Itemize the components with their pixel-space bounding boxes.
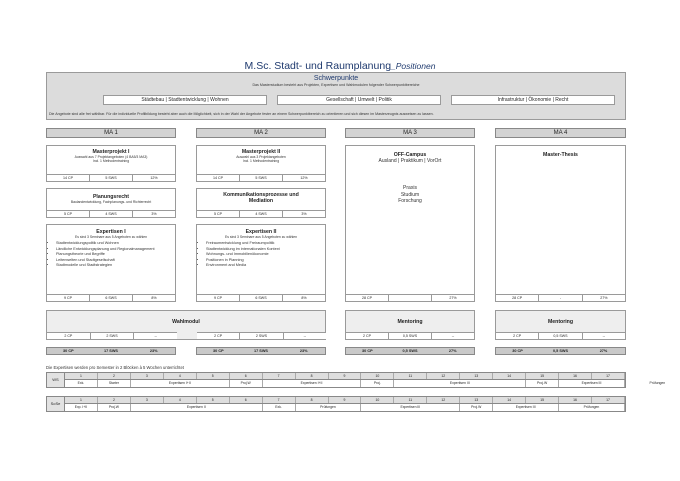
week-cell: 7 bbox=[263, 397, 296, 403]
expertisen-1-desc: Es sind 3 Seminare aus 5 Angeboten zu wählen bbox=[74, 235, 147, 239]
pct-cell: 23% bbox=[299, 349, 308, 353]
cp-cell: 5 CP bbox=[197, 211, 240, 217]
week-cell: 12 bbox=[427, 373, 460, 379]
timeline-block: Proj.W bbox=[98, 404, 131, 411]
sws-cell bbox=[389, 295, 432, 301]
timeline-sose-weeks bbox=[65, 397, 625, 404]
schwerpunkt-1: Städtebau | Stadtentwicklung | Wohnen bbox=[103, 95, 267, 105]
sws-cell: 0,5 SWS bbox=[539, 333, 582, 339]
schwerpunkte-items bbox=[103, 95, 615, 105]
off-campus-praxis: Praxis bbox=[403, 184, 417, 191]
planungsrecht-title: Planungsrecht bbox=[92, 194, 130, 200]
pct-cell: 3% bbox=[301, 212, 307, 216]
timeline-ws bbox=[46, 372, 666, 388]
sws-cell: 6 SWS bbox=[90, 295, 133, 301]
pct-cell: 27% bbox=[449, 296, 457, 300]
kommunikationsprozesse bbox=[196, 188, 326, 218]
week-cell: 10 bbox=[361, 373, 394, 379]
week-cell: 16 bbox=[559, 397, 592, 403]
total-ma4 bbox=[495, 347, 626, 355]
week-cell: 4 bbox=[164, 373, 197, 379]
cp-cell: 30 CP bbox=[213, 349, 224, 353]
list-item: • Planungstheorie und Begriffe bbox=[56, 252, 175, 257]
list-item: • Stadtmodelle und Stadtstrategien bbox=[56, 263, 175, 268]
week-cell: 9 bbox=[329, 373, 362, 379]
pct-cell: 8% bbox=[301, 296, 307, 300]
wahlmodul-title: Wahlmodul bbox=[172, 319, 200, 325]
expertisen-2-title: Expertisen II bbox=[245, 229, 277, 235]
pct-cell: -- bbox=[451, 334, 455, 338]
timeline-block: Proj.W bbox=[230, 380, 263, 387]
sws-cell: 0,5 SWS bbox=[402, 349, 418, 353]
title-suffix: _Positionen bbox=[391, 61, 436, 71]
masterprojekt-1-desc: Auswahl aus 7 Projektangeboten (4 BA5/3 MA3) bbox=[74, 155, 148, 159]
timeline-block: Exk. bbox=[65, 380, 98, 387]
planungsrecht-desc: Baulandentwicklung, Fachplanungs- und Richterrecht bbox=[70, 200, 152, 204]
week-cell: 16 bbox=[559, 373, 592, 379]
pct-cell: 23% bbox=[149, 349, 158, 353]
timeline-block: Expertisen III bbox=[559, 380, 625, 387]
masterprojekt-1 bbox=[46, 145, 176, 182]
week-cell: 14 bbox=[493, 373, 526, 379]
week-cell: 1 bbox=[65, 397, 98, 403]
week-cell: 13 bbox=[460, 373, 493, 379]
week-cell: 8 bbox=[296, 373, 329, 379]
sws-cell: 6 SWS bbox=[240, 295, 283, 301]
week-cell: 6 bbox=[230, 373, 263, 379]
timeline-block: Prüfungen bbox=[296, 404, 362, 411]
pct-cell: 3% bbox=[151, 212, 157, 216]
timeline-ws-label: WS bbox=[47, 373, 65, 387]
column-header-ma2: MA 2 bbox=[196, 128, 326, 138]
page-title bbox=[0, 60, 680, 72]
schwerpunkte-heading: Schwerpunkte bbox=[313, 75, 359, 82]
pct-cell: -- bbox=[602, 334, 606, 338]
expertisen-1 bbox=[46, 224, 176, 302]
pct-cell: 12% bbox=[150, 176, 158, 180]
schwerpunkte-note: Die Angebote sind alle frei wählbar. Für die individuelle Profilbildung besteht aber auch die Möglichkeit, sich in der Wahl der Angebote fester an einem Schwerpunktbereich zu orientieren und sich diesen im Masterzeugnis ausweisen zu lassen. bbox=[49, 112, 434, 116]
cp-cell: 28 CP bbox=[346, 295, 389, 301]
total-ma1 bbox=[46, 347, 176, 355]
planungsrecht bbox=[46, 188, 176, 218]
title-main: M.Sc. Stadt- und Raumplanung bbox=[244, 60, 392, 72]
week-cell: 9 bbox=[329, 397, 362, 403]
sws-cell: 4 SWS bbox=[90, 211, 133, 217]
mentoring-ma3-title: Mentoring bbox=[397, 319, 423, 325]
sws-cell: 5 SWS bbox=[240, 175, 283, 181]
expertisen-1-list bbox=[47, 241, 175, 268]
cp-cell: 2 CP bbox=[47, 333, 91, 339]
week-cell: 15 bbox=[526, 373, 559, 379]
wahlmodul bbox=[46, 310, 326, 340]
timeline-block: Prüfungen bbox=[559, 404, 625, 411]
cp-cell: 14 CP bbox=[197, 175, 240, 181]
week-cell: 15 bbox=[526, 397, 559, 403]
timeline-block: Expertisen III bbox=[361, 404, 460, 411]
masterprojekt-1-method: Incl. 1 Methodentraining bbox=[92, 159, 130, 164]
week-cell: 10 bbox=[361, 397, 394, 403]
off-campus-studium: Studium bbox=[400, 191, 420, 198]
list-item: • Wohnungs- und Immobilienökonomie bbox=[206, 252, 325, 257]
schwerpunkte-panel bbox=[46, 72, 626, 120]
list-item: • Stadtentwicklung im internationalen Kontext bbox=[206, 247, 325, 252]
pct-cell: -- bbox=[154, 334, 157, 338]
cp-cell: 2 CP bbox=[197, 333, 240, 339]
expertisen-1-title: Expertisen I bbox=[96, 229, 126, 235]
masterprojekt-2-desc: Auswahl aus 3 Projektangeboten bbox=[236, 155, 286, 159]
list-item: • Ländliche Entwicklungsplanung und Regionalmanagement bbox=[56, 247, 175, 252]
week-cell: 11 bbox=[394, 373, 427, 379]
pct-cell: 8% bbox=[151, 296, 157, 300]
mentoring-ma4 bbox=[495, 310, 626, 340]
cp-cell: 9 CP bbox=[197, 295, 240, 301]
week-cell: 8 bbox=[296, 397, 329, 403]
week-cell: 4 bbox=[164, 397, 197, 403]
cp-cell: 30 CP bbox=[63, 349, 74, 353]
expertisen-2-desc: Es sind 3 Seminare aus 5 Angeboten zu wählen bbox=[224, 235, 297, 239]
off-campus bbox=[345, 145, 475, 302]
schwerpunkt-2: Gesellschaft | Umwelt | Politik bbox=[277, 95, 441, 105]
list-item: • Freiraumentwicklung und Freiraumpolitik bbox=[206, 241, 325, 246]
timeline-block: Expertisen III bbox=[394, 380, 526, 387]
sws-cell: 2 SWS bbox=[240, 333, 283, 339]
timeline-sose bbox=[46, 396, 626, 412]
timeline-block: Prüfungen bbox=[625, 380, 680, 387]
week-cell: 11 bbox=[394, 397, 427, 403]
timeline-block: Proj.W bbox=[526, 380, 559, 387]
master-thesis-title: Master-Thesis bbox=[543, 152, 578, 158]
timeline-block: Expertisen I+II bbox=[263, 380, 362, 387]
timeline-block: Exk. bbox=[263, 404, 296, 411]
sws-cell: - bbox=[539, 295, 582, 301]
timeline-block: Expertisen I+II bbox=[131, 380, 230, 387]
week-cell: 2 bbox=[98, 397, 131, 403]
sws-cell: 0,5 SWS bbox=[389, 333, 432, 339]
pct-cell: 12% bbox=[300, 176, 308, 180]
week-cell: 3 bbox=[131, 397, 164, 403]
week-cell: 17 bbox=[592, 373, 625, 379]
week-cell: 13 bbox=[460, 397, 493, 403]
column-header-ma3: MA 3 bbox=[345, 128, 475, 138]
week-cell: 7 bbox=[263, 373, 296, 379]
week-cell: 12 bbox=[427, 397, 460, 403]
cp-cell: 28 CP bbox=[496, 295, 539, 301]
pct-cell: -- bbox=[303, 334, 307, 338]
off-campus-forschung: Forschung bbox=[398, 198, 422, 205]
pct-cell: 27% bbox=[600, 296, 608, 300]
list-item: • Environment and Media bbox=[206, 263, 325, 268]
timeline-block: Expertisen III bbox=[493, 404, 559, 411]
pct-cell: 27% bbox=[599, 349, 608, 353]
timeline-note: Die Expertisen werden pro Semester in 2 Blöcken à 5 Wochen unterrichtet bbox=[46, 365, 184, 370]
expertisen-2 bbox=[196, 224, 326, 302]
cp-cell: 30 CP bbox=[362, 349, 373, 353]
timeline-block: Proj.W bbox=[460, 404, 493, 411]
timeline-sose-label: SoSe bbox=[47, 397, 65, 411]
mentoring-ma3 bbox=[345, 310, 475, 340]
week-cell: 17 bbox=[592, 397, 625, 403]
masterprojekt-1-title: Masterprojekt I bbox=[92, 149, 130, 155]
sws-cell: 5 SWS bbox=[90, 175, 133, 181]
column-header-ma1: MA 1 bbox=[46, 128, 176, 138]
sws-cell: 2 SWS bbox=[91, 333, 135, 339]
masterprojekt-2-title: Masterprojekt II bbox=[241, 149, 281, 155]
schwerpunkt-3: Infrastruktur | Ökonomie | Recht bbox=[451, 95, 615, 105]
mentoring-ma4-title: Mentoring bbox=[547, 319, 574, 325]
cp-cell: 2 CP bbox=[346, 333, 389, 339]
sws-cell: 4 SWS bbox=[240, 211, 283, 217]
column-header-ma4: MA 4 bbox=[495, 128, 626, 138]
schwerpunkte-subtitle: Das Masterstudium besteht aus Projekten, Expertisen und Wahlmodulen folgender Schwerpunktbereiche bbox=[252, 83, 420, 87]
timeline-ws-weeks bbox=[65, 373, 625, 380]
total-ma2 bbox=[196, 347, 326, 355]
cp-cell: 14 CP bbox=[47, 175, 90, 181]
week-cell: 5 bbox=[197, 373, 230, 379]
week-cell: 3 bbox=[131, 373, 164, 379]
week-cell: 1 bbox=[65, 373, 98, 379]
week-cell: 6 bbox=[230, 397, 263, 403]
cp-cell: 2 CP bbox=[496, 333, 539, 339]
masterprojekt-2 bbox=[196, 145, 326, 182]
off-campus-options: Ausland | Praktikum | VorOrt bbox=[378, 158, 442, 164]
masterprojekt-2-method: Incl. 1 Methodentraining bbox=[242, 159, 280, 164]
cp-cell: 5 CP bbox=[47, 211, 90, 217]
master-thesis bbox=[495, 145, 626, 302]
list-item: • Leitenwelten und Stadtgesellschaft bbox=[56, 258, 175, 263]
week-cell: 14 bbox=[493, 397, 526, 403]
timeline-block: Expertisen II bbox=[131, 404, 263, 411]
cp-cell: 30 CP bbox=[512, 349, 523, 353]
total-ma3 bbox=[345, 347, 475, 355]
cp-cell: 9 CP bbox=[47, 295, 90, 301]
off-campus-title: OFF-Campus bbox=[393, 152, 427, 158]
sws-cell: 0,5 SWS bbox=[553, 349, 568, 353]
expertisen-2-list bbox=[197, 241, 325, 268]
timeline-ws-blocks bbox=[65, 380, 666, 387]
sws-cell: 17 SWS bbox=[104, 349, 118, 353]
list-item: • Positionen in Planning bbox=[206, 258, 325, 263]
timeline-sose-blocks bbox=[65, 404, 625, 411]
sws-cell: 17 SWS bbox=[254, 349, 268, 353]
week-cell: 5 bbox=[197, 397, 230, 403]
kommunikationsprozesse-title: Kommunikationsprozesse und Mediation bbox=[223, 192, 299, 204]
timeline-block: Exp. I+II bbox=[65, 404, 98, 411]
pct-cell: 27% bbox=[448, 349, 457, 353]
list-item: • Stadtentwicklungspolitik und Wohnen bbox=[56, 241, 175, 246]
timeline-block: Proj. bbox=[361, 380, 394, 387]
week-cell: 2 bbox=[98, 373, 131, 379]
timeline-block: Starter bbox=[98, 380, 131, 387]
